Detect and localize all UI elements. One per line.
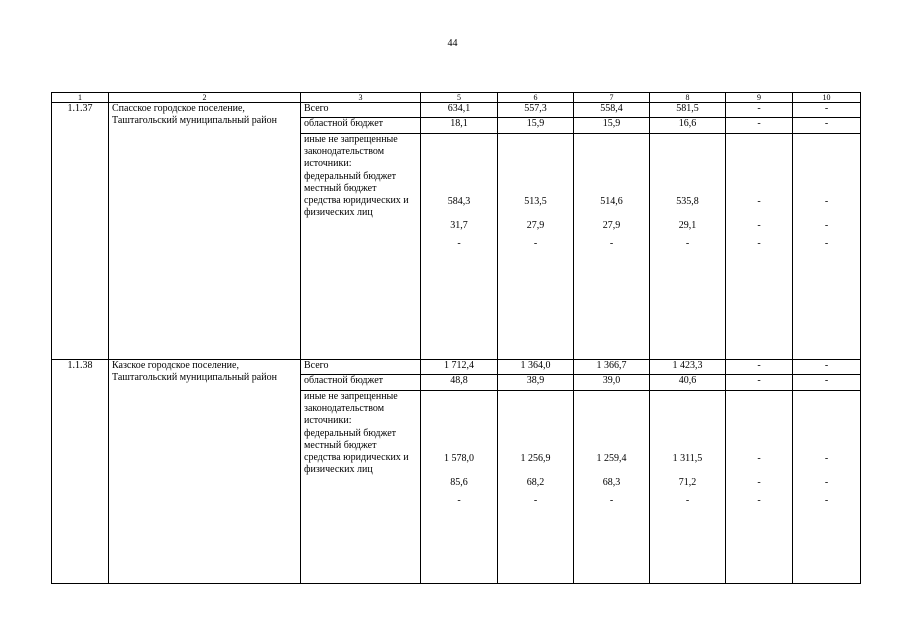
private-value: - <box>457 238 461 249</box>
value-cell-group <box>726 134 793 360</box>
value-cell: 634,1 <box>421 103 498 118</box>
value-cell: 15,9 <box>498 118 574 134</box>
municipality-name-cell: Казское городское поселение, Таштагольский муниципальный район <box>109 360 301 584</box>
value-cell: - <box>793 375 861 391</box>
federal-value: 513,5 <box>524 196 547 207</box>
value-cell: - <box>793 360 861 375</box>
federal-label: федеральный бюджет <box>304 170 397 182</box>
private-value: - <box>685 495 690 506</box>
other-sources-heading: иные не запрещенные законодательством источники: <box>304 134 398 170</box>
source-label: Всего <box>301 360 421 375</box>
source-label: Всего <box>301 103 421 118</box>
spacer <box>796 391 857 453</box>
federal-value: - <box>824 196 829 207</box>
header-cell: 5 <box>421 93 498 103</box>
local-value: 27,9 <box>526 220 545 231</box>
value-cell: 16,6 <box>650 118 726 134</box>
federal-value: 1 311,5 <box>672 453 703 464</box>
table-row <box>52 103 861 118</box>
value-cell: 1 366,7 <box>574 360 650 375</box>
spacer <box>796 134 857 196</box>
local-value: 71,2 <box>678 477 697 488</box>
federal-value: - <box>824 453 829 464</box>
value-cell-group <box>726 391 793 584</box>
spacer <box>729 391 789 453</box>
value-cell-group <box>793 134 861 360</box>
spacer <box>501 391 570 453</box>
local-value: 85,6 <box>450 477 468 488</box>
value-cell: 18,1 <box>421 118 498 134</box>
header-cell: 1 <box>52 93 109 103</box>
value-cell: 40,6 <box>650 375 726 391</box>
header-cell: 6 <box>498 93 574 103</box>
table-body <box>52 93 861 584</box>
private-value: - <box>609 495 614 506</box>
value-cell-group <box>574 391 650 584</box>
value-cell: 1 364,0 <box>498 360 574 375</box>
local-value: 68,2 <box>526 477 545 488</box>
private-value: - <box>757 238 761 249</box>
other-sources-heading: иные не запрещенные законодательством источники: <box>304 391 398 427</box>
value-cell: - <box>726 118 793 134</box>
spacer <box>424 391 494 453</box>
source-label-group <box>301 391 421 584</box>
value-cell: 15,9 <box>574 118 650 134</box>
federal-value: 514,6 <box>600 196 623 207</box>
private-value: - <box>609 238 614 249</box>
private-value: - <box>457 495 461 506</box>
spacer <box>729 134 789 196</box>
value-cell: - <box>793 118 861 134</box>
header-cell: 10 <box>793 93 861 103</box>
value-cell: 39,0 <box>574 375 650 391</box>
spacer <box>424 134 494 196</box>
value-cell: 581,5 <box>650 103 726 118</box>
federal-value: 1 259,4 <box>596 453 627 464</box>
private-value: - <box>533 495 538 506</box>
private-label: средства юридических и физических лиц <box>304 451 409 476</box>
spacer <box>577 391 646 453</box>
federal-value: 1 578,0 <box>444 453 474 464</box>
value-cell-group <box>498 134 574 360</box>
source-label: областной бюджет <box>301 375 421 391</box>
value-cell-group <box>421 134 498 360</box>
local-value: 27,9 <box>602 220 621 231</box>
value-cell: 557,3 <box>498 103 574 118</box>
federal-label: федеральный бюджет <box>304 427 397 439</box>
item-number-cell: 1.1.38 <box>52 360 109 584</box>
private-value: - <box>824 495 829 506</box>
source-label-group <box>301 134 421 360</box>
value-cell: 48,8 <box>421 375 498 391</box>
local-value: - <box>824 220 829 231</box>
private-value: - <box>824 238 829 249</box>
value-cell: - <box>726 103 793 118</box>
federal-value: 535,8 <box>676 196 699 207</box>
table-row <box>52 360 861 375</box>
value-cell-group <box>650 391 726 584</box>
budget-table <box>51 92 861 584</box>
value-cell: 38,9 <box>498 375 574 391</box>
value-cell-group <box>574 134 650 360</box>
value-cell: 1 712,4 <box>421 360 498 375</box>
value-cell: 1 423,3 <box>650 360 726 375</box>
source-label: областной бюджет <box>301 118 421 134</box>
private-value: - <box>685 238 690 249</box>
municipality-name-cell: Спасское городское поселение, Таштагольский муниципальный район <box>109 103 301 360</box>
local-value: - <box>757 220 761 231</box>
federal-value: 584,3 <box>447 196 471 207</box>
spacer <box>653 391 722 453</box>
header-cell: 9 <box>726 93 793 103</box>
value-cell-group <box>650 134 726 360</box>
federal-value: 1 256,9 <box>520 453 551 464</box>
local-value: - <box>824 477 829 488</box>
item-number-cell: 1.1.37 <box>52 103 109 360</box>
private-label: средства юридических и физических лиц <box>304 194 409 219</box>
private-value: - <box>757 495 761 506</box>
header-row <box>52 93 861 103</box>
local-label: местный бюджет <box>304 439 377 451</box>
header-cell: 2 <box>109 93 301 103</box>
local-value: - <box>757 477 761 488</box>
private-value: - <box>533 238 538 249</box>
local-value: 68,3 <box>602 477 621 488</box>
header-cell: 8 <box>650 93 726 103</box>
local-label: местный бюджет <box>304 182 377 194</box>
value-cell: 558,4 <box>574 103 650 118</box>
page-number: 44 <box>447 38 458 49</box>
value-cell-group <box>421 391 498 584</box>
spacer <box>577 134 646 196</box>
spacer <box>501 134 570 196</box>
value-cell: - <box>726 360 793 375</box>
spacer <box>653 134 722 196</box>
header-cell: 3 <box>301 93 421 103</box>
local-value: 31,7 <box>450 220 468 231</box>
federal-value: - <box>757 453 761 464</box>
federal-value: - <box>757 196 761 207</box>
value-cell-group <box>498 391 574 584</box>
value-cell: - <box>726 375 793 391</box>
local-value: 29,1 <box>678 220 697 231</box>
value-cell-group <box>793 391 861 584</box>
header-cell: 7 <box>574 93 650 103</box>
value-cell: - <box>793 103 861 118</box>
